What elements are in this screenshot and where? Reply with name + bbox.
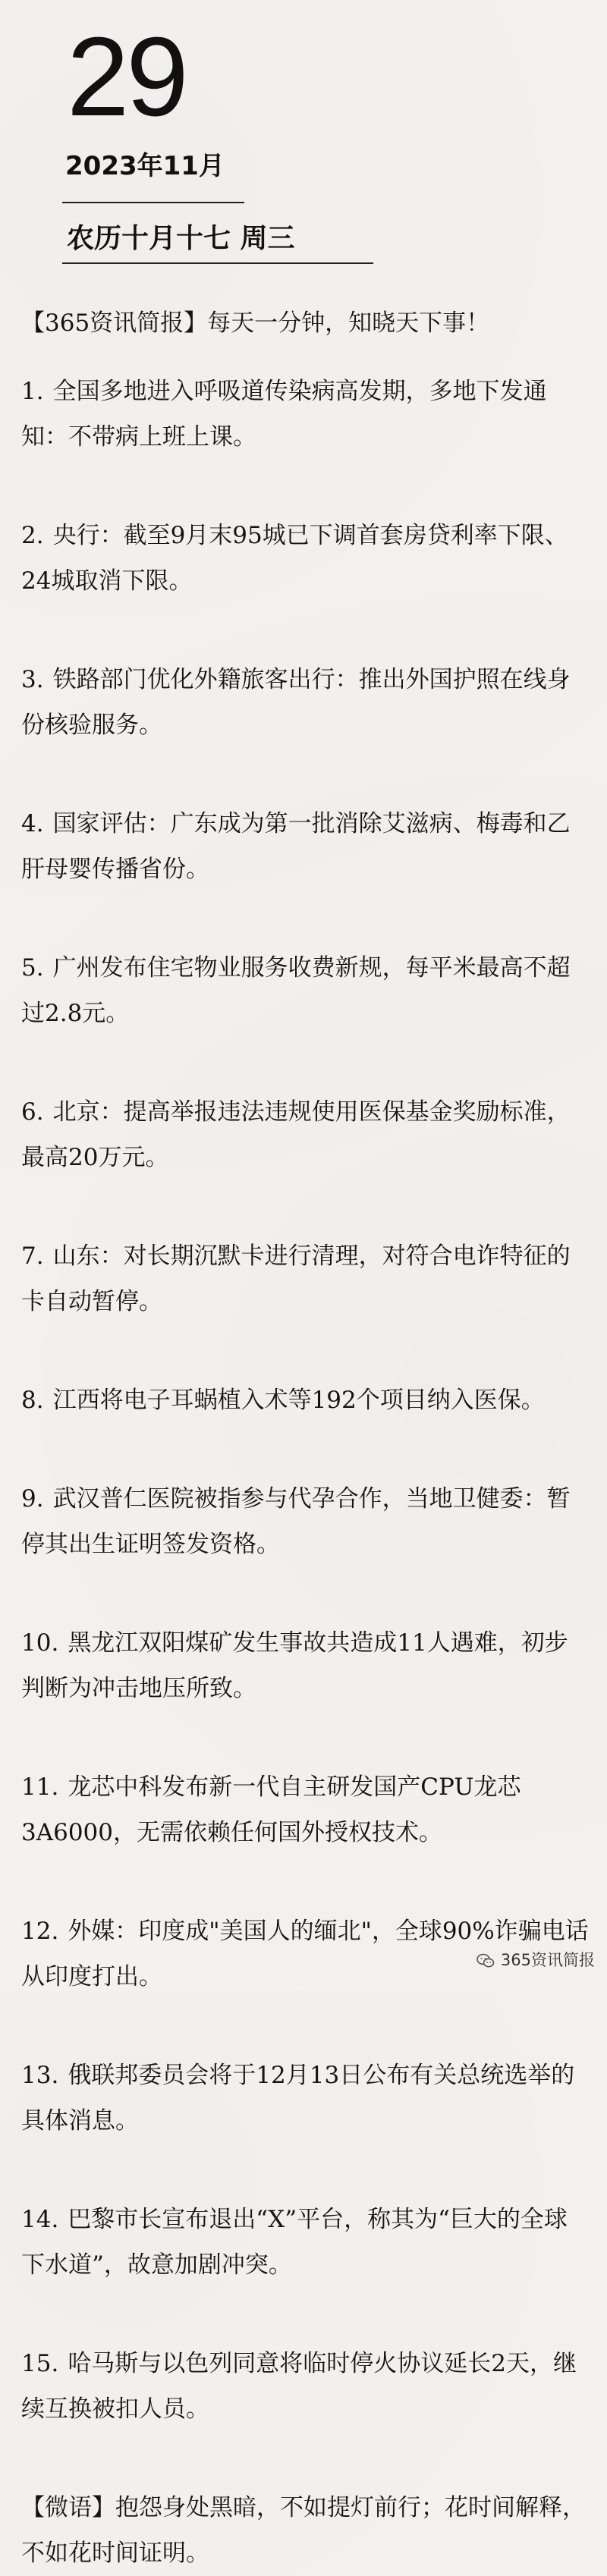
item-number: 7.: [21, 1242, 44, 1270]
news-item: [21, 657, 589, 748]
item-number: 8.: [21, 1387, 44, 1414]
item-text: 外媒：印度成"美国人的缅北"，全球90%诈骗电话从印度打出。: [21, 1918, 589, 1990]
divider-line: [62, 262, 373, 264]
item-number: 9.: [21, 1485, 44, 1513]
year-month: 2023年11月: [65, 151, 225, 181]
news-item: [21, 945, 589, 1036]
news-item: [21, 1476, 589, 1567]
divider-line: [62, 202, 244, 203]
item-number: 10.: [21, 1629, 59, 1657]
intro-text: 【365资讯简报】每天一分钟，知晓天下事！: [21, 309, 490, 337]
motto-text: 【微语】抱怨身处黑暗，不如提灯前行；花时间解释，不如花时间证明。: [21, 2494, 586, 2567]
item-text: 江西将电子耳蜗植入术等192个项目纳入医保。: [52, 1387, 545, 1414]
item-number: 14.: [21, 2206, 59, 2233]
news-item: [21, 2341, 589, 2432]
news-item: [21, 1378, 589, 1423]
item-text: 龙芯中科发布新一代自主研发国产CPU龙芯3A6000，无需依赖任何国外授权技术。: [21, 1773, 521, 1846]
item-number: 2.: [21, 522, 44, 549]
item-number: 11.: [21, 1773, 59, 1801]
item-number: 15.: [21, 2350, 59, 2377]
news-item: [21, 369, 589, 460]
news-item: [21, 1764, 589, 1855]
item-number: 1.: [21, 378, 44, 405]
item-text: 黑龙江双阳煤矿发生事故共造成11人遇难，初步判断为冲击地压所致。: [21, 1629, 568, 1702]
watermark-text: 365资讯简报: [500, 1951, 595, 1969]
item-text: 山东：对长期沉默卡进行清理，对符合电诈特征的卡自动暂停。: [21, 1242, 571, 1315]
news-item: [21, 513, 589, 604]
item-text: 全国多地进入呼吸道传染病高发期，多地下发通知：不带病上班上课。: [21, 378, 547, 451]
item-number: 12.: [21, 1918, 59, 1945]
day-number: 29: [67, 14, 186, 140]
item-text: 广州发布住宅物业服务收费新规，每平米最高不超过2.8元。: [21, 954, 571, 1027]
item-number: 13.: [21, 2062, 59, 2089]
item-text: 哈马斯与以色列同意将临时停火协议延长2天，继续互换被扣人员。: [21, 2350, 577, 2423]
news-item: [21, 2053, 589, 2144]
item-number: 6.: [21, 1098, 44, 1126]
news-content: [21, 300, 589, 2576]
item-text: 铁路部门优化外籍旅客出行：推出外国护照在线身份核验服务。: [21, 666, 571, 739]
news-item: [21, 1089, 589, 1180]
lunar-date: 农历十月十七 周三: [67, 222, 295, 254]
item-number: 3.: [21, 666, 44, 693]
item-text: 俄联邦委员会将于12月13日公布有关总统选举的具体消息。: [21, 2062, 575, 2135]
item-text: 巴黎市长宣布退出“X”平台，称其为“巨大的全球下水道”，故意加剧冲突。: [21, 2206, 568, 2279]
item-text: 北京：提高举报违法违规使用医保基金奖励标准，最高20万元。: [21, 1098, 571, 1171]
item-number: 5.: [21, 954, 44, 982]
news-item: [21, 1620, 589, 1711]
news-item: [21, 801, 589, 892]
item-text: 武汉普仁医院被指参与代孕合作，当地卫健委：暂停其出生证明签发资格。: [21, 1485, 571, 1558]
wechat-icon: [476, 1953, 495, 1968]
news-item: [21, 1233, 589, 1324]
item-text: 央行：截至9月末95城已下调首套房贷利率下限、24城取消下限。: [21, 522, 568, 595]
item-text: 国家评估：广东成为第一批消除艾滋病、梅毒和乙肝母婴传播省份。: [21, 810, 571, 883]
news-item: [21, 2197, 589, 2288]
source-watermark: [476, 1952, 595, 1968]
item-number: 4.: [21, 810, 44, 837]
